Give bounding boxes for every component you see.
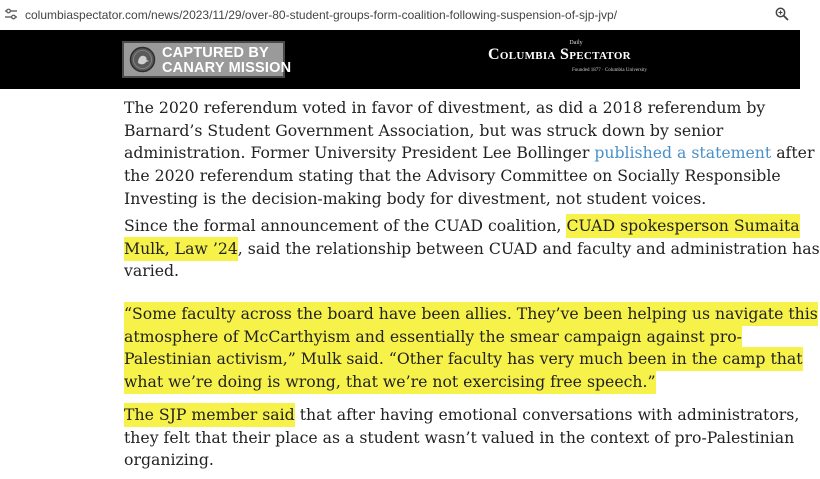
text-line xyxy=(124,238,820,261)
published-statement-link[interactable]: published a statement xyxy=(594,143,772,163)
text-segment: Since the formal announcement of the CUAD coalition, xyxy=(124,216,567,235)
logo-crest: Daily xyxy=(569,40,583,46)
text-line xyxy=(124,215,820,238)
text-line: organizing. xyxy=(124,450,214,470)
logo-name: Columbia Spectator xyxy=(488,46,631,63)
badge-line1: CAPTURED BY xyxy=(162,45,269,61)
text-line: the 2020 referendum stating that the Advisory Committee on Socially Responsible xyxy=(124,166,781,186)
address-bar[interactable] xyxy=(0,0,800,31)
text-line: they felt that their place as a student wasn’t valued in the context of pro-Palestinian xyxy=(124,427,795,447)
zoom-icon[interactable] xyxy=(775,7,789,21)
highlighted-text: Mulk, Law ’24 xyxy=(124,237,238,261)
url-text[interactable]: columbiaspectator.com/news/2023/11/29/over-80-student-groups-form-coalition-following-suspension-of-sjp-jvp/ xyxy=(25,8,618,22)
text-line xyxy=(124,404,799,427)
badge-line2: CANARY MISSION xyxy=(162,59,292,76)
canary-mission-logo-icon xyxy=(129,46,156,73)
badge-text xyxy=(162,46,291,75)
text-line: varied. xyxy=(124,261,180,281)
text-segment: administration. Former University President Lee Bollinger xyxy=(124,143,595,163)
highlighted-text: Palestinian activism,” Mulk said. “Other faculty has very much been in the camp that xyxy=(124,347,803,371)
text-line xyxy=(124,371,818,394)
text-line: Investing is the decision-making body for divestment, not student voices. xyxy=(124,188,707,208)
text-line xyxy=(124,348,818,371)
text-segment: that after having emotional conversations with administrators, xyxy=(294,405,800,424)
columbia-spectator-logo[interactable] xyxy=(488,39,663,79)
highlighted-text: atmosphere of McCarthyism and essentially the smear campaign against pro- xyxy=(124,325,742,349)
logo-tagline: Founded 1877 · Columbia University xyxy=(572,68,647,73)
captured-by-canary-mission-badge xyxy=(122,41,292,78)
text-segment: after xyxy=(771,143,815,163)
text-line xyxy=(124,326,818,349)
highlighted-text: what we’re doing is wrong, that we’re not exercising free speech.” xyxy=(124,370,656,394)
text-line xyxy=(124,142,814,165)
text-line: Barnard’s Student Government Association, but was struck down by senior xyxy=(124,120,724,140)
text-line: The 2020 referendum voted in favor of divestment, as did a 2018 referendum by xyxy=(124,98,766,117)
text-line xyxy=(124,303,818,326)
masthead xyxy=(0,30,800,89)
paragraph-cuad-coalition xyxy=(124,215,820,283)
paragraph-mulk-quote xyxy=(124,303,818,394)
paragraph-referendum xyxy=(124,97,814,211)
site-settings-icon[interactable] xyxy=(5,9,17,19)
text-segment: , said the relationship between CUAD and faculty and administration has xyxy=(237,238,820,258)
highlighted-text: “Some faculty across the board have been allies. They’ve been helping us navigate this xyxy=(124,302,818,326)
paragraph-sjp-member xyxy=(124,404,799,472)
highlighted-text: CUAD spokesperson Sumaita xyxy=(566,214,799,238)
highlighted-text: The SJP member said xyxy=(124,403,295,427)
